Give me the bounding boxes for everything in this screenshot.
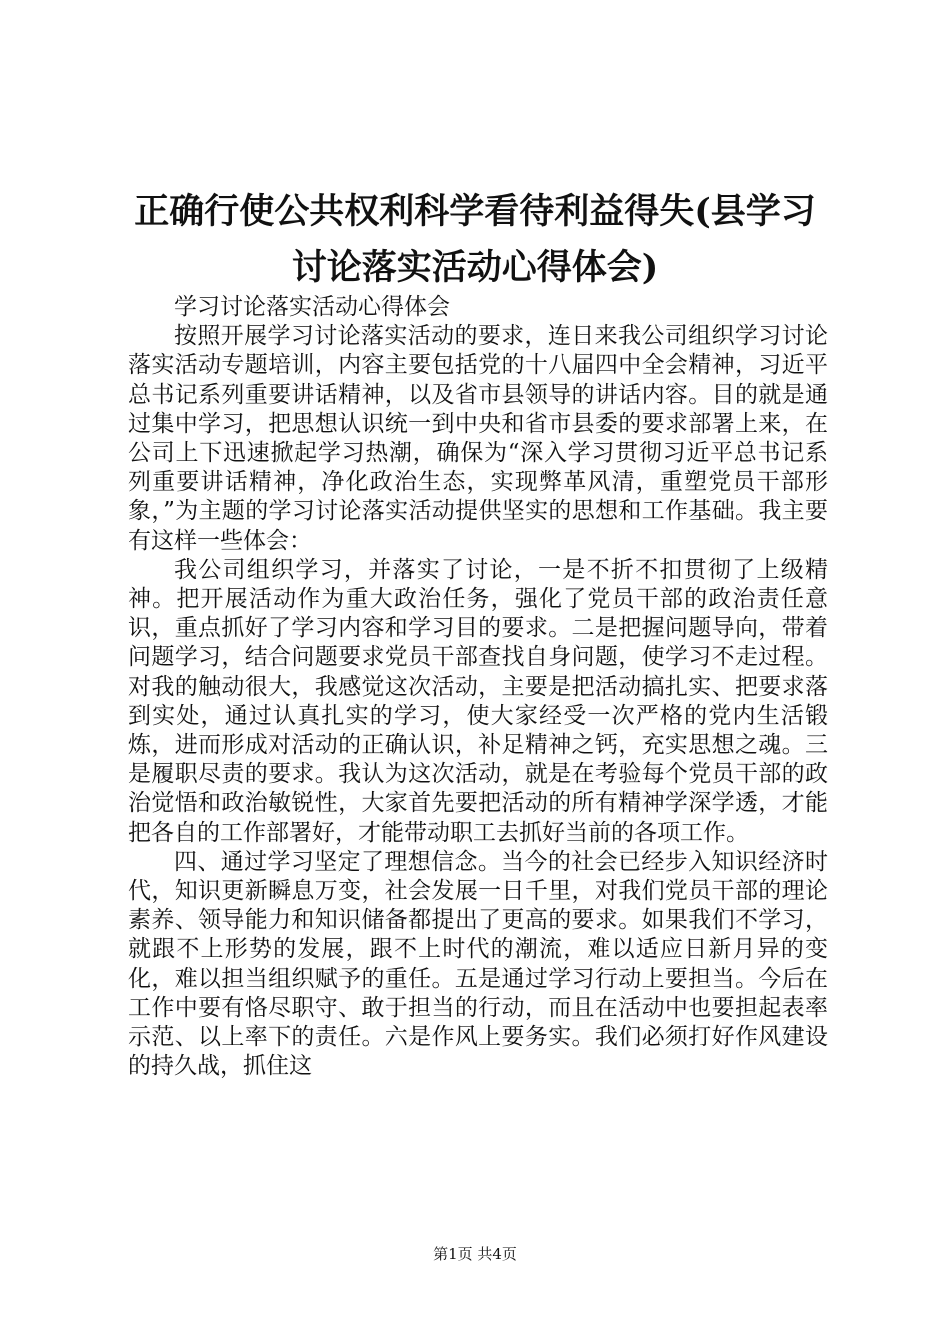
paragraph-subtitle: 学习讨论落实活动心得体会 [174, 294, 450, 320]
page-number-footer: 第1页 共4页 [433, 1245, 517, 1263]
paragraph-2: 我公司组织学习，并落实了讨论，一是不折不扣贯彻了上级精神。把开展活动作为重大政治任务，强化了党员干部的政治责任意识，重点抓好了学习内容和学习目的要求。二是把握问题导向，带着问题学习，结合问题要求党员干部查找自身问题，使学习不走过程。对我的触动很大，我感觉这次活动，主要是把活动搞扎实、把要求落到实处，通过认真扎实的学习，使大家经受一次严格的党内生活锻炼，进而形成对活动的正确认识，补足精神之钙，充实思想之魂。三是履职尽责的要求。我认为这次活动，就是在考验每个党员干部的政治觉悟和政治敏锐性，大家首先要把活动的所有精神学深学透，才能把各自的工作部署好，才能带动职工去抓好当前的各项工作。 [128, 556, 828, 846]
paragraph-1: 按照开展学习讨论落实活动的要求，连日来我公司组织学习讨论落实活动专题培训，内容主要包括党的十八届四中全会精神，习近平总书记系列重要讲话精神，以及省市县领导的讲话内容。目的就是通过集中学习，把思想认识统一到中央和省市县委的要求部署上来，在公司上下迅速掀起学习热潮，确保为“深入学习贯彻习近平总书记系列重要讲话精神，净化政治生态，实现弊革风清，重塑党员干部形象，”为主题的学习讨论落实活动提供坚实的思想和工作基础。我主要有这样一些体会： [128, 323, 828, 554]
paragraph-3: 四、通过学习坚定了理想信念。当今的社会已经步入知识经济时代，知识更新瞬息万变，社会发展一日千里，对我们党员干部的理论素养、领导能力和知识储备都提出了更高的要求。如果我们不学习，就跟不上形势的发展，跟不上时代的潮流，难以适应日新月异的变化，难以担当组织赋予的重任。五是通过学习行动上要担当。今后在工作中要有恪尽职守、敢于担当的行动，而且在活动中也要担起表率示范、以上率下的责任。六是作风上要务实。我们必须打好作风建设的持久战，抓住这 [128, 848, 828, 1080]
document-title-line-1: 正确行使公共权利科学看待利益得失(县学习 [134, 191, 816, 232]
document-body [128, 293, 828, 1081]
document-title-line-2: 讨论落实活动心得体会) [291, 247, 659, 288]
